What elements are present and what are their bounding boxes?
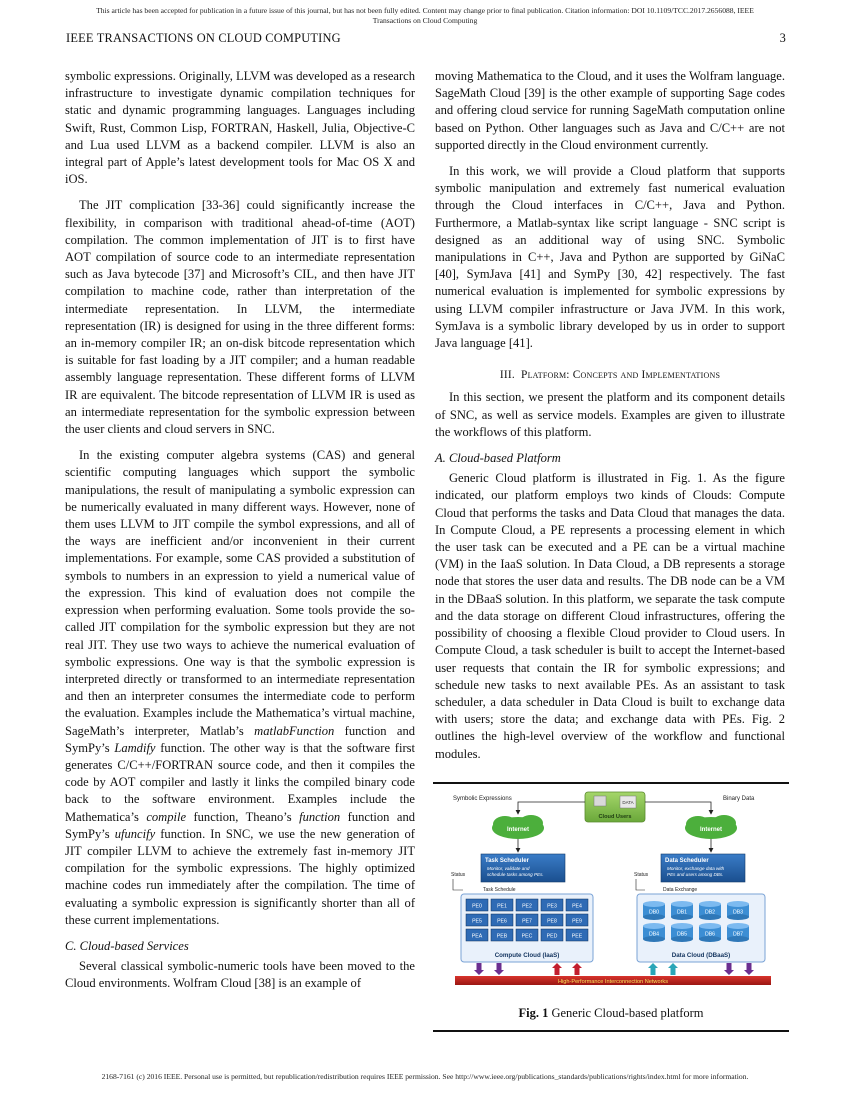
users-to-internet-right-arrow (645, 802, 711, 814)
db-node-label: DB4 (648, 931, 660, 938)
copyright-footer: 2168-7161 (c) 2016 IEEE. Personal use is permitted, but republication/redistribution requires IEEE permission. See http://www.ieee.org/publications_standards/publications/rights/index.html for more information. (101, 1072, 749, 1081)
paragraph: In this section, we present the platform and its component details of SNC, as well as service models. Examples are given to illustrate the workflows of this platform. (435, 390, 785, 439)
pe-node (466, 899, 488, 911)
compute-cloud-label: Compute Cloud (IaaS) (494, 952, 560, 959)
pe-node (491, 929, 513, 941)
pe-node-label: PEC (521, 933, 533, 940)
data-exchange-label: Data Exchange (663, 887, 698, 893)
pe-node-label: PE8 (547, 918, 557, 925)
network-arrow (744, 963, 754, 975)
paragraph: Generic Cloud platform is illustrated in Fig. 1. As the figure indicated, our platform employs two kinds of Clouds: Compute Cloud that performs the tasks and Data Cloud that manages the data. In Compute Cloud, a PE represents a processing element in which the user task can be executed and a PE can be a virtual machine (VM) in the IaaS solution. In Data Cloud, a DB represents a storage node that stores the user data and results. The DB node can be a VM in the DBaaS solution. In this platform, we separate the task compute and the data storage on different Cloud infrastructures, offering the possibility of choosing a flexible Cloud provider to Cloud users. In Compute Cloud, a task scheduler is built to accept the Internet-based user requests that contain the IR for symbolic expressions; and schedule new tasks to next available PEs. As an assistant to task scheduler, a data scheduler in Data Cloud is built to exchange data with users; store the data; and exchange data with PEs. Fig. 2 outlines the high-level overview of the workflow and functional modules. (435, 471, 785, 761)
binary-data-label: Binary Data (723, 796, 755, 802)
pe-node-label: PE3 (547, 903, 557, 910)
internet-left-cloud (492, 815, 544, 839)
db-node-label: DB6 (704, 931, 716, 938)
right-column (435, 68, 785, 763)
status-right-connector (636, 879, 645, 890)
db-node-label: DB5 (676, 931, 688, 938)
subsection-heading: A. Cloud-based Platform (435, 451, 561, 466)
cloud-users-label: Cloud Users (598, 814, 632, 820)
pe-node-label: PE0 (472, 903, 482, 910)
pe-grid (466, 899, 588, 941)
task-scheduler-title: Task Scheduler (485, 858, 529, 864)
db-node-label: DB2 (704, 909, 716, 916)
pe-node-label: PEA (471, 933, 483, 940)
publication-notice (0, 6, 850, 26)
db-node (699, 901, 721, 920)
network-arrow (552, 963, 562, 975)
task-schedule-label: Task Schedule (483, 887, 516, 893)
paragraph: In the existing computer algebra systems (CAS) and general scientific computing languages which support the symbolic manipulations, the result of manipulating a symbolic expression can be numerically evaluated in many different ways. However, none of them uses LLVM to JIT compile the symbol expressions, and all of the ways are inefficient and/or inconvenient in their current implementations. For example, some CAS provided a substitution of symbols to numbers in an expression to yield a numerical value of the expression. This kind of evaluation does not compile the expression when performing evaluation. Some tools provide the so-called JIT compilation for the symbolic expression but they are not real JIT. They use two ways to achieve the numerical evaluation of symbolic expressions. One way is that the symbolic expression is interpreted directly or transformed to an intermediate representation and then an interpreter consumes the intermediate code to perform the evaluation. Examples include the Mathematica’s virtual machine, SageMath’s interpreter, Matlab’s matlabFunction function and SymPy’s Lamdify function. The other way is that the software first generates C/C++/FORTRAN source code, and then it compiles the code by AOT compiler and lastly it links the compiled binary code back to the software environment. Examples include the Mathematica’s compile function, Theano’s function function and SymPy’s ufuncify function. In SNC, we use the new generation of JIT compiler LLVM to achieve the extremely fast in-memory JIT compilation for the symbolic expressions. The highly optimized machine codes run immediately after the compilation. The time of evaluating a symbolic expression is significantly shorter than all of these current implementations. (65, 448, 416, 927)
status-left-connector (453, 879, 463, 890)
pe-node (491, 899, 513, 911)
db-node-label: DB7 (732, 931, 744, 938)
figure-1 (433, 782, 789, 1032)
left-column (65, 68, 415, 993)
running-header (66, 31, 786, 46)
pe-node (541, 914, 563, 926)
db-node (727, 923, 749, 942)
pe-node (566, 899, 588, 911)
pe-node-label: PE7 (522, 918, 532, 925)
network-label: High-Performance Interconnection Networks (557, 979, 669, 985)
symbolic-expressions-label: Symbolic Expressions (453, 796, 512, 802)
task-scheduler-box (481, 854, 565, 882)
subsection-heading: C. Cloud-based Services (65, 938, 189, 953)
internet-right-label: Internet (699, 827, 723, 833)
pe-node (516, 929, 538, 941)
pe-node-label: PEB (496, 933, 508, 940)
data-scheduler-box (661, 854, 745, 882)
pe-node-label: PE6 (497, 918, 507, 925)
pe-node (466, 929, 488, 941)
network-arrow (494, 963, 504, 975)
db-node (671, 901, 693, 920)
paragraph: moving Mathematica to the Cloud, and it uses the Wolfram language. SageMath Cloud [39] is the other example of supporting Sage codes and offering cloud service for running SageMath computation online based on Python. Other languages such as Java and C/C++ are not supported directly in the Cloud environment currently. (435, 69, 785, 152)
pe-node (566, 914, 588, 926)
pe-node-label: PE1 (497, 903, 507, 910)
pe-node-label: PE4 (572, 903, 582, 910)
pe-node-label: PE5 (472, 918, 482, 925)
paragraph: symbolic expressions. Originally, LLVM was developed as a research infrastructure to investigate dynamic compilation techniques for static and dynamic programming languages. Languages including Swift, Rust, Common Lisp, FORTRAN, Haskell, Julia, Objective-C and Lua used LLVM as a backend compiler. LLVM is also an integral part of Apple’s latest development tools for Mac OS X and iOS. (65, 69, 415, 187)
figure-caption: Fig. 1 Generic Cloud-based platform (518, 1006, 704, 1020)
publication-notice-line2: Transactions on Cloud Computing (372, 16, 478, 25)
computer-icon (594, 796, 606, 806)
data-scheduler-title: Data Scheduler (665, 858, 709, 864)
publication-notice-line1: This article has been accepted for publication in a future issue of this journal, but has not been fully edited. Content may change prior to final publication. Citation information: DOI 10.1109/TCC.2017.2656088, IEEE (96, 6, 754, 15)
paragraph: Several classical symbolic-numeric tools have been moved to the Cloud environments. Wolfram Cloud [38] is an example of (65, 959, 415, 991)
pe-node (541, 929, 563, 941)
pe-node (516, 899, 538, 911)
journal-title: IEEE TRANSACTIONS ON CLOUD COMPUTING (66, 31, 341, 45)
task-scheduler-desc-2: schedule tasks among PEs. (487, 872, 544, 877)
status-right-label: Status (634, 872, 649, 878)
data-scheduler-desc-1: Monitor, exchange data with (667, 866, 725, 871)
pe-node (466, 914, 488, 926)
network-arrow (648, 963, 658, 975)
pe-node (516, 914, 538, 926)
task-scheduler-desc-1: Monitor, validate and (487, 866, 530, 871)
cloud-users-box (585, 792, 645, 822)
db-node-label: DB0 (648, 909, 660, 916)
network-arrow (572, 963, 582, 975)
internet-left-label: Internet (506, 827, 530, 833)
pe-node-label: PED (546, 933, 558, 940)
platform-diagram (433, 788, 789, 1002)
data-cloud-label: Data Cloud (DBaaS) (671, 952, 731, 959)
paragraph: In this work, we will provide a Cloud platform that supports symbolic manipulation and extremely fast numerical evaluation through the Cloud interfaces in C/C++, Java and Python. Furthermore, a Matlab-syntax like script language - SNC script is designed as an additional way of using SNC. Symbolic manipulations in C++, Java and Python are supported by GiNaC [40], SymJava [41] and SymPy [30, 42] respectively. The fast numerical evaluation is implemented for symbolic expressions by using LLVM compiler infrastructure or Java JVM. In this work, SymJava is a symbolic library developed by us in order to support Java language [41]. (435, 164, 785, 351)
users-to-internet-left-arrow (518, 802, 585, 814)
db-node (727, 901, 749, 920)
paragraph: The JIT complication [33-36] could significantly increase the flexibility, in comparison with traditional ahead-of-time (AOT) compilation. The common implementation of JIT is to first have AOT compilation of source code to an intermediate representation such as Java bytecode [37] and Microsoft’s CIL, and then have JIT compilation to machine code, rather than interpretation of the intermediate representation. In LLVM, the intermediate representation (IR) is designed for using in the three different forms: an in-memory compiler IR; an on-disk bitcode representation which is suitable for fast loading by a JIT compiler; and a human readable assembly language representation. These different forms of LLVM IR are equivalent. The bitcode representation of LLVM IR is used as an intermediate representation for the symbolic expression between the user clients and cloud servers in SNC. (65, 198, 415, 437)
pe-node (541, 899, 563, 911)
pe-node-label: PE2 (522, 903, 532, 910)
status-left-label: Status (451, 872, 466, 878)
pe-node (566, 929, 588, 941)
network-arrow (474, 963, 484, 975)
network-arrow (668, 963, 678, 975)
network-arrow (724, 963, 734, 975)
db-node (643, 901, 665, 920)
page-number: 3 (779, 31, 786, 45)
internet-right-cloud (685, 815, 737, 839)
data-scheduler-desc-2: PEs and users among DBs. (667, 872, 724, 877)
pe-node (491, 914, 513, 926)
db-node (671, 923, 693, 942)
db-node (643, 923, 665, 942)
db-node-label: DB3 (732, 909, 744, 916)
db-node-label: DB1 (676, 909, 688, 916)
data-icon-label: DATA (622, 800, 634, 805)
pe-node-label: PE9 (572, 918, 582, 925)
pe-node-label: PEE (571, 933, 583, 940)
db-node (699, 923, 721, 942)
network-arrows (474, 963, 754, 975)
section-heading: III. Platform: Concepts and Implementations (499, 369, 721, 382)
